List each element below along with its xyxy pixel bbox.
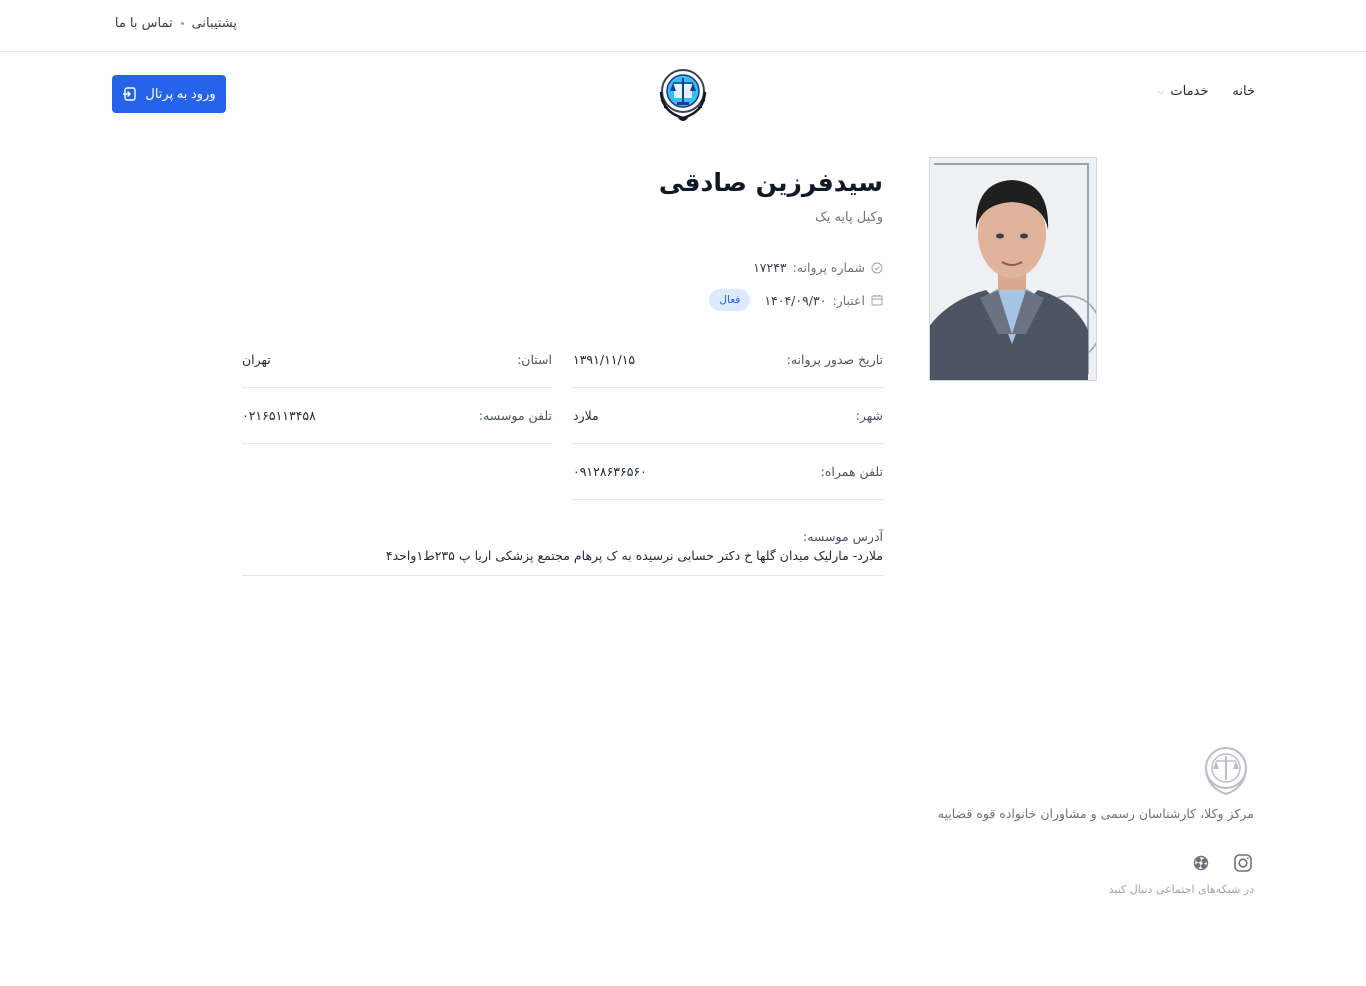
issue-date-field bbox=[573, 332, 883, 388]
office-phone-label: تلفن موسسه: bbox=[478, 408, 552, 423]
province-field bbox=[242, 332, 552, 388]
instagram-icon[interactable] bbox=[1233, 853, 1253, 873]
calendar-icon bbox=[871, 294, 883, 306]
validity-row bbox=[709, 289, 883, 311]
portal-login-button[interactable] bbox=[112, 75, 226, 113]
top-bar bbox=[0, 0, 1366, 52]
portrait-image bbox=[929, 158, 1096, 381]
address-label: آدرس موسسه: bbox=[803, 529, 883, 544]
follow-text: در شبکه‌های اجتماعی دنبال کنید bbox=[1108, 883, 1254, 896]
address-value: ملارد- مارلیک میدان گلها خ دکتر حسابی نرسیده به ک پرهام مجتمع پزشکی اریا پ ۲۳۵ط۱واحد۴ bbox=[385, 548, 883, 563]
city-field bbox=[573, 388, 883, 444]
lawyer-title: وکیل پایه یک bbox=[815, 210, 883, 225]
validity-label: اعتبار: bbox=[832, 292, 865, 308]
validity-date: ۱۴۰۴/۰۹/۳۰ bbox=[764, 292, 827, 308]
top-links bbox=[115, 16, 237, 31]
aparat-icon[interactable] bbox=[1191, 853, 1211, 873]
issue-date-label: تاریخ صدور پروانه: bbox=[786, 352, 883, 367]
office-phone-field bbox=[242, 388, 552, 444]
mobile-field bbox=[573, 444, 883, 500]
status-badge: فعال bbox=[709, 289, 750, 311]
check-circle-icon bbox=[871, 262, 883, 274]
main-nav bbox=[1158, 84, 1255, 99]
license-number: ۱۷۲۴۳ bbox=[753, 260, 787, 275]
office-phone-value[interactable]: ۰۲۱۶۵۱۱۳۴۵۸ bbox=[242, 408, 316, 423]
judiciary-logo[interactable] bbox=[652, 62, 714, 124]
address-field bbox=[242, 520, 883, 576]
province-value: تهران bbox=[242, 352, 271, 367]
license-number-row bbox=[753, 260, 883, 275]
mobile-label: تلفن همراه: bbox=[820, 464, 883, 479]
lawyer-name: سیدفرزین صادقی bbox=[658, 168, 883, 197]
issue-date-value: ۱۳۹۱/۱۱/۱۵ bbox=[573, 352, 636, 367]
chevron-down-icon: ⌵ bbox=[1157, 86, 1165, 97]
province-label: استان: bbox=[517, 352, 552, 367]
social-links bbox=[1191, 853, 1253, 873]
nav-services[interactable] bbox=[1158, 84, 1209, 99]
city-label: شهر: bbox=[855, 408, 883, 423]
contact-link[interactable]: تماس با ما bbox=[114, 16, 173, 31]
nav-services-label: خدمات bbox=[1170, 84, 1209, 99]
support-link[interactable]: پشتیبانی bbox=[191, 16, 237, 31]
mobile-value[interactable]: ۰۹۱۲۸۶۳۶۵۶۰ bbox=[573, 464, 647, 479]
lawyer-photo bbox=[929, 157, 1097, 381]
portal-login-label: ورود به پرتال bbox=[145, 86, 216, 101]
footer-logo bbox=[1198, 742, 1254, 798]
license-label: شماره پروانه: bbox=[792, 260, 865, 275]
nav-home[interactable]: خانه bbox=[1232, 84, 1255, 99]
separator-dot bbox=[181, 22, 184, 25]
footer-title: مرکز وکلا، کارشناسان رسمی و مشاوران خانواده قوه قضاییه bbox=[937, 806, 1254, 821]
city-value: ملارد bbox=[573, 408, 599, 423]
login-icon bbox=[122, 86, 138, 102]
